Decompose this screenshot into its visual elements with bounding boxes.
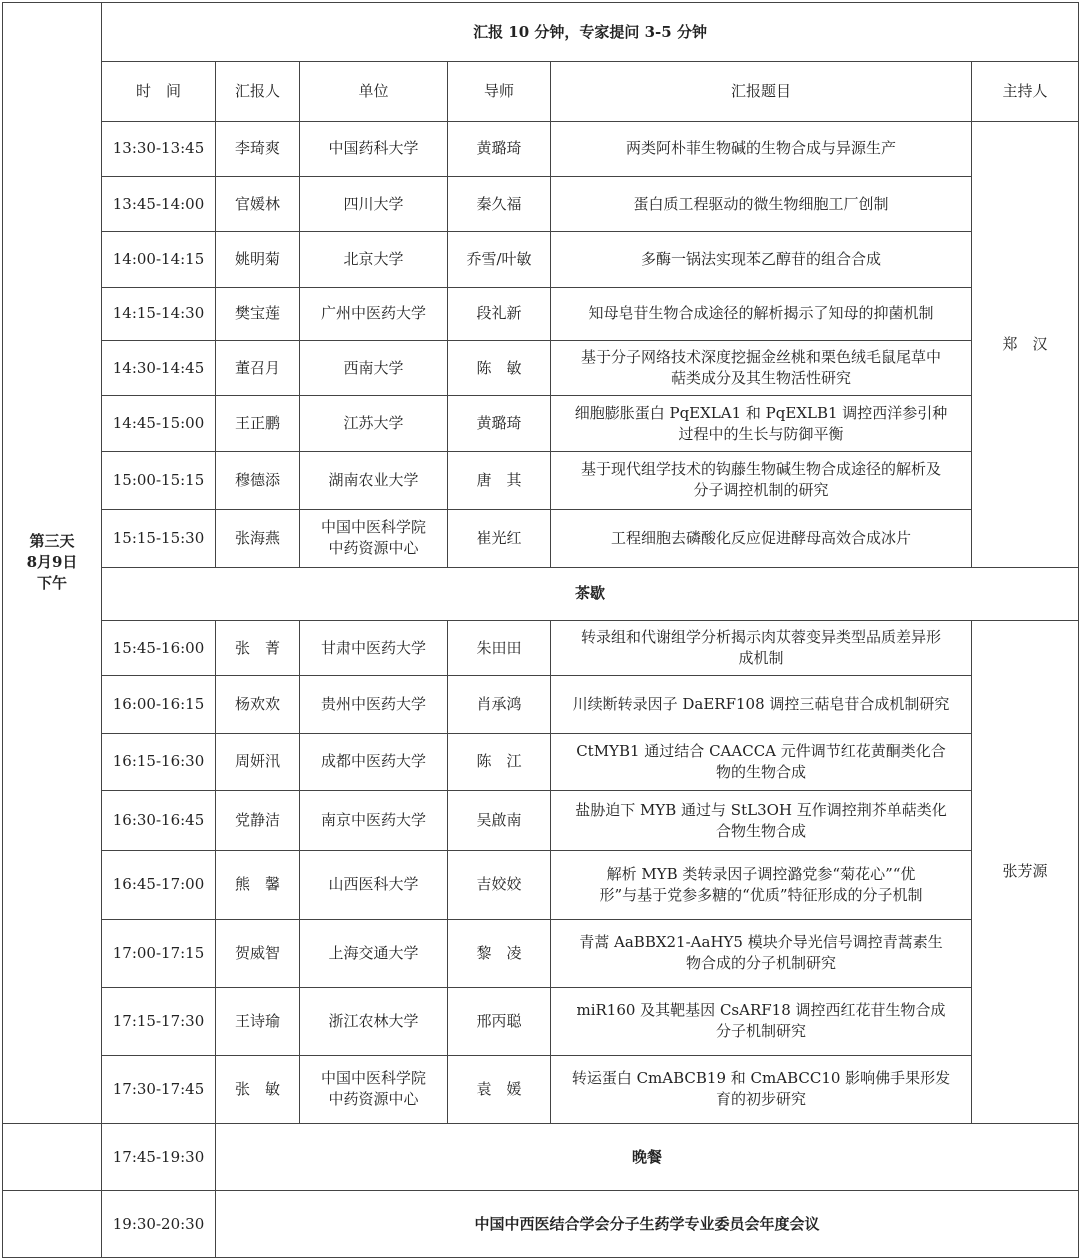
unit-cell	[300, 121, 448, 176]
time-cell: 16:30-16:45	[102, 790, 216, 850]
unit-cell	[300, 676, 448, 733]
mentor-cell: 段礼新	[448, 287, 551, 340]
reporter-cell: 董召月	[216, 341, 300, 396]
host-cell: 张芳源	[972, 620, 1079, 1123]
tea-break-row	[3, 567, 1079, 620]
unit-cell-line: 中药资源中心	[328, 1090, 419, 1109]
mentor-cell: 黎 凌	[448, 919, 551, 987]
unit-cell-line: 江苏大学	[343, 414, 404, 433]
meeting-label: 中国中西医结合学会分子生药学专业委员会年度会议	[216, 1191, 1079, 1258]
unit-cell-line: 中国中医科学院	[320, 518, 426, 537]
mentor-cell: 唐 其	[448, 451, 551, 509]
title-cell-line: 形”与基于党参多糖的“优质”特征形成的分子机制	[599, 885, 923, 904]
unit-cell-line: 西南大学	[343, 358, 404, 377]
time-cell: 13:45-14:00	[102, 177, 216, 232]
title-cell-line: 合物生物合成	[715, 821, 806, 840]
mentor-cell: 肖承鸿	[448, 676, 551, 733]
reporter-cell: 王正鹏	[216, 396, 300, 451]
time-cell: 15:45-16:00	[102, 620, 216, 675]
reporter-cell: 穆德添	[216, 451, 300, 509]
header-note: 汇报 10 分钟，专家提问 3-5 分钟	[102, 3, 1079, 62]
title-cell-line: 萜类成分及其生物活性研究	[670, 369, 851, 388]
unit-cell	[300, 1055, 448, 1123]
reporter-cell: 张海燕	[216, 510, 300, 567]
session-row	[3, 790, 1079, 850]
column-header: 汇报题目	[551, 62, 972, 121]
unit-cell-line: 湖南农业大学	[328, 470, 419, 489]
session-row	[3, 287, 1079, 340]
title-cell-line: 基于现代组学技术的钩藤生物碱生物合成途径的解析及	[580, 460, 941, 479]
session-row	[3, 121, 1079, 176]
time-cell: 14:45-15:00	[102, 396, 216, 451]
session-row	[3, 177, 1079, 232]
title-cell-line: 物的生物合成	[715, 762, 806, 781]
reporter-cell: 党静洁	[216, 790, 300, 850]
unit-cell-line: 中国药科大学	[328, 139, 419, 158]
time-cell: 14:30-14:45	[102, 341, 216, 396]
reporter-cell: 张 敏	[216, 1055, 300, 1123]
title-cell	[551, 177, 972, 232]
time-cell: 17:00-17:15	[102, 919, 216, 987]
time-cell: 17:45-19:30	[102, 1123, 216, 1190]
column-header-row	[3, 62, 1079, 121]
title-cell-line: 川续断转录因子 DaERF108 调控三萜皂苷合成机制研究	[572, 694, 950, 713]
day-label-line: 下午	[36, 574, 67, 593]
mentor-cell: 黄璐琦	[448, 396, 551, 451]
unit-cell	[300, 396, 448, 451]
unit-cell	[300, 341, 448, 396]
unit-cell	[300, 988, 448, 1055]
title-cell	[551, 988, 972, 1055]
unit-cell	[300, 287, 448, 340]
mentor-cell: 陈 敏	[448, 341, 551, 396]
time-cell: 19:30-20:30	[102, 1191, 216, 1258]
unit-cell-line: 广州中医药大学	[320, 304, 426, 323]
column-header: 汇报人	[216, 62, 300, 121]
day-label	[3, 3, 102, 1124]
column-header: 单位	[300, 62, 448, 121]
time-cell: 14:00-14:15	[102, 232, 216, 287]
time-cell: 17:30-17:45	[102, 1055, 216, 1123]
title-cell	[551, 287, 972, 340]
time-cell: 13:30-13:45	[102, 121, 216, 176]
header-note-row	[3, 3, 1079, 62]
dinner-row	[3, 1123, 1079, 1190]
title-cell-line: 两类阿朴菲生物碱的生物合成与异源生产	[625, 139, 896, 158]
mentor-cell: 黄璐琦	[448, 121, 551, 176]
unit-cell-line: 北京大学	[343, 250, 404, 269]
mentor-cell: 秦久福	[448, 177, 551, 232]
title-cell-line: 转运蛋白 CmABCB19 和 CmABCC10 影响佛手果形发	[571, 1069, 951, 1088]
session-row	[3, 620, 1079, 675]
time-cell: 15:00-15:15	[102, 451, 216, 509]
session-row	[3, 919, 1079, 987]
reporter-cell: 周妍汛	[216, 733, 300, 790]
title-cell-line: 盐胁迫下 MYB 通过与 StL3OH 互作调控荆芥单萜类化	[575, 800, 947, 819]
time-cell: 15:15-15:30	[102, 510, 216, 567]
unit-cell	[300, 919, 448, 987]
session-row	[3, 988, 1079, 1055]
unit-cell-line: 中国中医科学院	[320, 1069, 426, 1088]
reporter-cell: 熊 馨	[216, 851, 300, 919]
title-cell	[551, 451, 972, 509]
title-cell	[551, 396, 972, 451]
reporter-cell: 姚明菊	[216, 232, 300, 287]
empty-cell	[3, 1191, 102, 1258]
session-row	[3, 396, 1079, 451]
meeting-row	[3, 1191, 1079, 1258]
title-cell	[551, 919, 972, 987]
title-cell-line: 解析 MYB 类转录因子调控潞党参“菊花心”“优	[606, 864, 916, 883]
unit-cell	[300, 733, 448, 790]
mentor-cell: 陈 江	[448, 733, 551, 790]
unit-cell-line: 四川大学	[343, 194, 404, 213]
mentor-cell: 吴啟南	[448, 790, 551, 850]
session-row	[3, 851, 1079, 919]
session-row	[3, 510, 1079, 567]
title-cell	[551, 341, 972, 396]
unit-cell	[300, 851, 448, 919]
day-label-line: 第三天	[29, 532, 75, 551]
title-cell	[551, 1055, 972, 1123]
unit-cell-line: 南京中医药大学	[320, 811, 426, 830]
unit-cell-line: 中药资源中心	[328, 539, 419, 558]
mentor-cell: 邢丙聪	[448, 988, 551, 1055]
title-cell	[551, 510, 972, 567]
mentor-cell: 朱田田	[448, 620, 551, 675]
time-cell: 16:00-16:15	[102, 676, 216, 733]
title-cell-line: 知母皂苷生物合成途径的解析揭示了知母的抑菌机制	[588, 304, 934, 323]
unit-cell	[300, 451, 448, 509]
empty-cell	[3, 1123, 102, 1190]
title-cell-line: 物合成的分子机制研究	[685, 954, 836, 973]
reporter-cell: 王诗瑜	[216, 988, 300, 1055]
unit-cell	[300, 790, 448, 850]
unit-cell	[300, 232, 448, 287]
title-cell	[551, 733, 972, 790]
mentor-cell: 崔光红	[448, 510, 551, 567]
reporter-cell: 官媛林	[216, 177, 300, 232]
title-cell	[551, 676, 972, 733]
mentor-cell: 袁 媛	[448, 1055, 551, 1123]
schedule-table	[2, 2, 1079, 1258]
time-cell: 14:15-14:30	[102, 287, 216, 340]
column-header: 导师	[448, 62, 551, 121]
title-cell	[551, 232, 972, 287]
title-cell-line: 育的初步研究	[715, 1090, 806, 1109]
reporter-cell: 樊宝莲	[216, 287, 300, 340]
title-cell-line: miR160 及其靶基因 CsARF18 调控西红花苷生物合成	[576, 1001, 946, 1020]
title-cell-line: 基于分子网络技术深度挖掘金丝桃和栗色绒毛鼠尾草中	[580, 348, 941, 367]
title-cell-line: 转录组和代谢组学分析揭示肉苁蓉变异类型品质差异形	[580, 628, 941, 647]
time-cell: 17:15-17:30	[102, 988, 216, 1055]
unit-cell-line: 贵州中医药大学	[320, 694, 426, 713]
title-cell-line: 分子机制研究	[715, 1022, 806, 1041]
title-cell	[551, 851, 972, 919]
title-cell-line: 分子调控机制的研究	[693, 481, 829, 500]
title-cell-line: 青蒿 AaBBX21-AaHY5 模块介导光信号调控青蒿素生	[579, 933, 943, 952]
unit-cell	[300, 620, 448, 675]
session-row	[3, 232, 1079, 287]
unit-cell	[300, 177, 448, 232]
unit-cell-line: 山西医科大学	[328, 875, 419, 894]
dinner-label: 晚餐	[216, 1123, 1079, 1190]
unit-cell	[300, 510, 448, 567]
time-cell: 16:15-16:30	[102, 733, 216, 790]
session-row	[3, 733, 1079, 790]
title-cell-line: CtMYB1 通过结合 CAACCA 元件调节红花黄酮类化合	[576, 741, 946, 760]
title-cell-line: 成机制	[738, 649, 784, 668]
unit-cell-line: 甘肃中医药大学	[320, 638, 426, 657]
column-header: 主持人	[972, 62, 1079, 121]
unit-cell-line: 上海交通大学	[328, 943, 419, 962]
title-cell-line: 细胞膨胀蛋白 PqEXLA1 和 PqEXLB1 调控西洋参引种	[574, 403, 948, 422]
reporter-cell: 张 菁	[216, 620, 300, 675]
title-cell	[551, 121, 972, 176]
day-label-line: 8月9日	[26, 553, 78, 572]
column-header: 时 间	[102, 62, 216, 121]
title-cell	[551, 620, 972, 675]
reporter-cell: 贺威智	[216, 919, 300, 987]
title-cell-line: 工程细胞去磷酸化反应促进酵母高效合成冰片	[610, 528, 911, 547]
title-cell	[551, 790, 972, 850]
session-row	[3, 676, 1079, 733]
unit-cell-line: 成都中医药大学	[320, 752, 426, 771]
session-row	[3, 1055, 1079, 1123]
unit-cell-line: 浙江农林大学	[328, 1011, 419, 1030]
mentor-cell: 乔雪/叶敏	[448, 232, 551, 287]
title-cell-line: 过程中的生长与防御平衡	[678, 424, 844, 443]
session-row	[3, 451, 1079, 509]
host-cell: 郑 汉	[972, 121, 1079, 567]
tea-break: 茶歇	[102, 567, 1079, 620]
title-cell-line: 蛋白质工程驱动的微生物细胞工厂创制	[633, 194, 889, 213]
session-row	[3, 341, 1079, 396]
reporter-cell: 李琦爽	[216, 121, 300, 176]
reporter-cell: 杨欢欢	[216, 676, 300, 733]
title-cell-line: 多酶一锅法实现苯乙醇苷的组合合成	[640, 250, 881, 269]
mentor-cell: 吉姣姣	[448, 851, 551, 919]
time-cell: 16:45-17:00	[102, 851, 216, 919]
